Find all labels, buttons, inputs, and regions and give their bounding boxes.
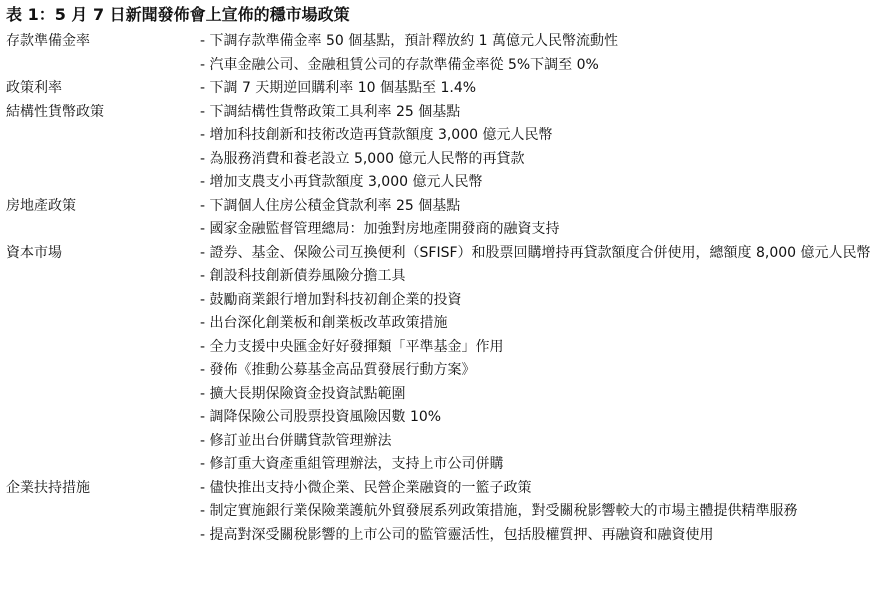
policy-item: - 提高對深受關稅影響的上市公司的監管靈活性，包括股權質押、再融資和融資使用 — [200, 526, 714, 543]
policy-item: - 下調個人住房公積金貸款利率 25 個基點 — [200, 197, 461, 214]
policy-item: - 出台深化創業板和創業板改革政策措施 — [200, 315, 448, 331]
policy-item: - 擴大長期保險資金投資試點範圍 — [200, 385, 406, 402]
policy-category: 企業扶持措施 — [6, 479, 90, 496]
policy-items — [200, 195, 882, 242]
policy-category: 存款準備金率 — [6, 33, 90, 49]
policy-item: - 創設科技創新債券風險分擔工具 — [200, 268, 406, 284]
policy-item: - 國家金融監督管理總局：加強對房地產開發商的融資支持 — [200, 221, 560, 237]
policy-row — [6, 477, 882, 548]
policy-table-body — [6, 30, 882, 547]
policy-item: - 增加科技創新和技術改造再貸款額度 3,000 億元人民幣 — [200, 127, 553, 143]
policy-items — [200, 242, 882, 477]
policy-row — [6, 242, 882, 477]
policy-item: - 下調結構性貨幣政策工具利率 25 個基點 — [200, 103, 461, 120]
policy-item: - 發佈《推動公募基金高品質發展行動方案》 — [200, 362, 476, 378]
policy-category: 結構性貨幣政策 — [6, 103, 104, 120]
policy-item: - 修訂重大資產重組管理辦法，支持上市公司併購 — [200, 456, 504, 472]
policy-category: 政策利率 — [6, 80, 62, 96]
policy-item: - 全力支援中央匯金好好發揮類「平準基金」作用 — [200, 338, 504, 355]
policy-item: - 汽車金融公司、金融租賃公司的存款準備金率從 5%下調至 0% — [200, 56, 599, 73]
policy-row — [6, 101, 882, 195]
policy-items — [200, 77, 882, 101]
policy-items — [200, 477, 882, 548]
policy-item: - 增加支農支小再貸款額度 3,000 億元人民幣 — [200, 174, 483, 190]
policy-item: - 修訂並出台併購貸款管理辦法 — [200, 432, 392, 449]
policy-item: - 下調 7 天期逆回購利率 10 個基點至 1.4% — [200, 80, 477, 96]
policy-item: - 證券、基金、保險公司互換便利（SFISF）和股票回購增持再貸款額度合併使用，總額度 8,000 億元人民幣 — [200, 244, 871, 261]
table-title: 表 1：5 月 7 日新聞發佈會上宣佈的穩市場政策 — [6, 5, 350, 24]
policy-items — [200, 101, 882, 195]
policy-item: - 為服務消費和養老設立 5,000 億元人民幣的再貸款 — [200, 150, 525, 167]
policy-row — [6, 195, 882, 242]
policy-item: - 下調存款準備金率 50 個基點，預計釋放約 1 萬億元人民幣流動性 — [200, 33, 619, 49]
policy-item: - 制定實施銀行業保險業護航外貿發展系列政策措施，對受關稅影響較大的市場主體提供精準服務 — [200, 503, 798, 519]
policy-category: 資本市場 — [6, 244, 62, 261]
policy-row — [6, 30, 882, 77]
policy-item: - 儘快推出支持小微企業、民營企業融資的一籃子政策 — [200, 479, 532, 496]
policy-category: 房地產政策 — [6, 197, 76, 214]
policy-item: - 調降保險公司股票投資風險因數 10% — [200, 409, 442, 425]
policy-items — [200, 30, 882, 77]
policy-row — [6, 77, 882, 101]
policy-table — [6, 30, 882, 547]
policy-item: - 鼓勵商業銀行增加對科技初創企業的投資 — [200, 291, 462, 308]
